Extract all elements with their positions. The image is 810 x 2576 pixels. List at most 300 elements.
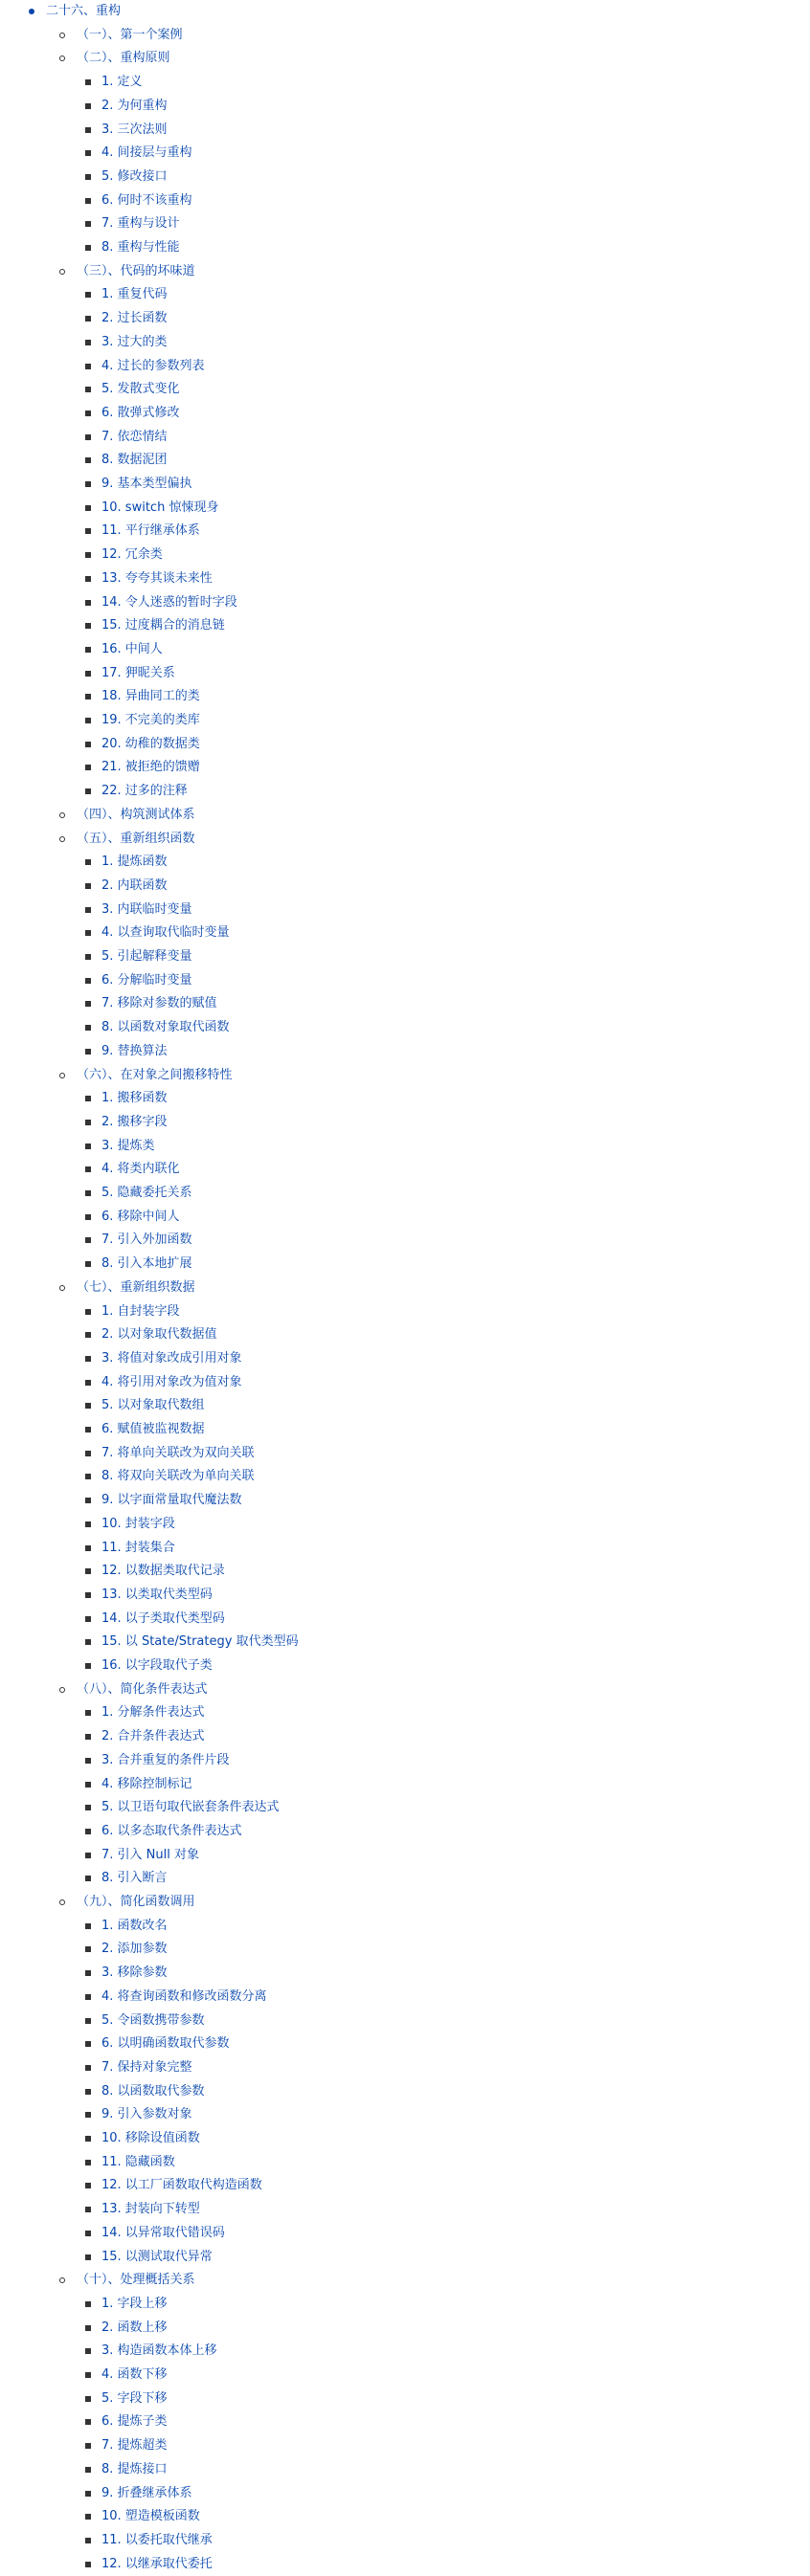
square-bullet-icon [85, 883, 91, 889]
toc-item-link-row [0, 1867, 168, 1891]
circle-bullet-icon [59, 33, 65, 38]
toc-item-link-row [0, 1418, 205, 1442]
square-bullet-icon [85, 930, 91, 936]
square-bullet-icon [85, 2562, 91, 2567]
toc-section-link[interactable]: （七）、重新组织数据 [77, 1279, 195, 1295]
toc-section-link[interactable]: （九）、简化函数调用 [77, 1895, 195, 1909]
toc-item-link[interactable]: 15. 以 State/Strategy 取代类型码 [101, 1634, 299, 1650]
toc-item-link-row [0, 1206, 180, 1230]
toc-item-link-row [0, 355, 205, 379]
circle-bullet-icon [59, 1687, 65, 1693]
square-bullet-icon [85, 79, 91, 85]
toc-item-link[interactable]: 14. 以子类取代类型码 [101, 1610, 225, 1626]
toc-item-link[interactable]: 4. 函数下移 [101, 2367, 168, 2382]
toc-section-link[interactable]: （四）、构筑测试体系 [77, 807, 195, 822]
toc-item-link[interactable]: 11. 以委托取代继承 [101, 2532, 213, 2547]
toc-item-link[interactable]: 1. 函数改名 [101, 1918, 168, 1933]
toc-item-link-row [0, 1537, 175, 1561]
square-bullet-icon [85, 364, 91, 369]
toc-item-link-row [0, 1560, 225, 1584]
toc-section-link[interactable]: （六）、在对象之间搬移特性 [77, 1067, 233, 1082]
toc-item-link-row [0, 2010, 205, 2033]
toc-item-link[interactable]: 2. 添加参数 [101, 1942, 168, 1957]
toc-item-link[interactable]: 4. 以查询取代临时变量 [101, 925, 230, 941]
toc-item-link-row [0, 1465, 255, 1489]
square-bullet-icon [85, 694, 91, 700]
square-bullet-icon [85, 1427, 91, 1432]
toc-item-link-row [0, 1915, 168, 1939]
toc-item-link-row [0, 1701, 205, 1725]
toc-item-link[interactable]: 6. 赋值被监视数据 [101, 1422, 205, 1436]
toc-item-link[interactable]: 7. 依恋情结 [101, 429, 168, 444]
square-bullet-icon [85, 2018, 91, 2024]
toc-item-link-row [0, 1158, 180, 1182]
toc-item-link-row [0, 2056, 192, 2080]
toc-item-link[interactable]: 1. 字段上移 [101, 2296, 168, 2311]
square-bullet-icon [85, 316, 91, 322]
toc-item-link-row [0, 1300, 180, 1324]
square-bullet-icon [85, 788, 91, 794]
toc-item-link[interactable]: 8. 引入断言 [101, 1871, 168, 1886]
toc-section-link-row [0, 47, 170, 71]
toc-item-link[interactable]: 3. 内联临时变量 [101, 901, 192, 917]
toc-item-link[interactable]: 10. 封装字段 [101, 1516, 175, 1531]
toc-item-link[interactable]: 15. 以测试取代异常 [101, 2249, 213, 2264]
square-bullet-icon [85, 765, 91, 770]
toc-item-link[interactable]: 5. 修改接口 [101, 168, 168, 184]
square-bullet-icon [85, 2538, 91, 2543]
square-bullet-icon [85, 1332, 91, 1338]
square-bullet-icon [85, 1758, 91, 1764]
toc-item-link[interactable]: 4. 将类内联化 [101, 1162, 180, 1177]
toc-item-link[interactable]: 1. 自封装字段 [101, 1303, 180, 1319]
toc-item-link-row [0, 1962, 168, 1986]
toc-item-link[interactable]: 8. 引入本地扩展 [101, 1256, 192, 1272]
toc-item-link[interactable]: 7. 将单向关联改为双向关联 [101, 1445, 255, 1460]
square-bullet-icon [85, 1025, 91, 1031]
toc-item-link[interactable]: 7. 提炼超类 [101, 2438, 168, 2454]
toc-item-link[interactable]: 6. 移除中间人 [101, 1209, 180, 1224]
toc-item-link-row [0, 378, 180, 402]
toc-item-link[interactable]: 4. 移除控制标记 [101, 1776, 192, 1791]
toc-item-link[interactable]: 11. 封装集合 [101, 1540, 175, 1555]
square-bullet-icon [85, 1190, 91, 1196]
square-bullet-icon [85, 1380, 91, 1386]
toc-item-link[interactable]: 6. 何时不该重构 [101, 192, 192, 208]
toc-title-link-row [0, 0, 121, 24]
toc-item-link-row [0, 875, 168, 899]
square-bullet-icon [85, 1403, 91, 1409]
square-bullet-icon [85, 103, 91, 109]
toc-item-link[interactable]: 13. 夸夸其谈未来性 [101, 570, 213, 586]
toc-item-link-row [0, 1182, 192, 1206]
toc-item-link-row [0, 851, 168, 875]
square-bullet-icon [85, 647, 91, 653]
square-bullet-icon [85, 1096, 91, 1101]
toc-item-link-row [0, 1442, 255, 1466]
toc-item-link-row [0, 685, 200, 709]
toc-item-link[interactable]: 22. 过多的注释 [101, 784, 188, 799]
toc-section-link-row [0, 828, 195, 852]
toc-item-link-row [0, 212, 180, 236]
square-bullet-icon [85, 481, 91, 487]
toc-item-link[interactable]: 9. 引入参数对象 [101, 2107, 192, 2122]
square-bullet-icon [85, 2348, 91, 2354]
toc-item-link-row [0, 2434, 168, 2458]
toc-item-link-row [0, 1229, 192, 1253]
toc-item-link[interactable]: 12. 冗余类 [101, 547, 163, 563]
toc-item-link[interactable]: 4. 将引用对象改为值对象 [101, 1374, 242, 1389]
square-bullet-icon [85, 1734, 91, 1740]
square-bullet-icon [85, 623, 91, 629]
toc-item-link[interactable]: 13. 以类取代类型码 [101, 1587, 213, 1602]
toc-item-link[interactable]: 3. 三次法则 [101, 122, 168, 137]
circle-bullet-icon [59, 1285, 65, 1291]
toc-item-link[interactable]: 4. 间接层与重构 [101, 145, 192, 161]
toc-item-link[interactable]: 5. 令函数携带参数 [101, 2012, 205, 2028]
square-bullet-icon [85, 457, 91, 463]
toc-item-link[interactable]: 1. 提炼函数 [101, 855, 168, 870]
toc-item-link-row [0, 2293, 168, 2317]
toc-item-link[interactable]: 16. 中间人 [101, 641, 163, 656]
toc-item-link-row [0, 1844, 199, 1868]
toc-item-link-row [0, 662, 175, 686]
toc-section-link[interactable]: （三）、代码的坏味道 [77, 263, 195, 278]
circle-bullet-icon [59, 56, 65, 61]
toc-section-link-row [0, 24, 183, 48]
toc-item-link-row [0, 2410, 168, 2434]
square-bullet-icon [85, 907, 91, 913]
toc-item-link[interactable]: 7. 移除对参数的赋值 [101, 996, 217, 1011]
toc-item-link[interactable]: 15. 过度耦合的消息链 [101, 618, 225, 633]
toc-item-link[interactable]: 9. 替换算法 [101, 1043, 168, 1058]
square-bullet-icon [85, 1876, 91, 1881]
toc-item-link-row [0, 2151, 175, 2175]
square-bullet-icon [85, 1498, 91, 1503]
toc-item-link-row [0, 780, 188, 804]
square-bullet-icon [85, 198, 91, 204]
toc-item-link[interactable]: 5. 发散式变化 [101, 382, 180, 397]
toc-item-link[interactable]: 9. 折叠继承体系 [101, 2485, 192, 2500]
square-bullet-icon [85, 505, 91, 511]
square-bullet-icon [85, 245, 91, 251]
square-bullet-icon [85, 1616, 91, 1622]
toc-item-link[interactable]: 3. 过大的类 [101, 334, 168, 349]
toc-item-link-row [0, 2364, 168, 2387]
toc-section-link-row [0, 1277, 195, 1300]
toc-item-link[interactable]: 12. 以继承取代委托 [101, 2556, 213, 2571]
square-bullet-icon [85, 859, 91, 865]
toc-item-link[interactable]: 3. 提炼类 [101, 1138, 155, 1153]
square-bullet-icon [85, 127, 91, 133]
toc-item-link-row [0, 520, 200, 544]
toc-item-link[interactable]: 7. 重构与设计 [101, 216, 180, 232]
square-bullet-icon [85, 1970, 91, 1976]
square-bullet-icon [85, 954, 91, 960]
square-bullet-icon [85, 1474, 91, 1479]
square-bullet-icon [85, 2514, 91, 2520]
toc-item-link[interactable]: 6. 提炼子类 [101, 2414, 168, 2430]
toc-item-link[interactable]: 10. 塑造模板函数 [101, 2509, 200, 2524]
toc-item-link-row [0, 591, 237, 615]
toc-item-link[interactable]: 14. 令人迷惑的暂时字段 [101, 594, 237, 610]
toc-item-link[interactable]: 6. 以多态取代条件表达式 [101, 1823, 242, 1838]
toc-item-link[interactable]: 21. 被拒绝的馈赠 [101, 760, 200, 775]
toc-item-link[interactable]: 5. 隐藏委托关系 [101, 1186, 192, 1200]
toc-item-link-row [0, 2174, 262, 2198]
square-bullet-icon [85, 1805, 91, 1810]
toc-item-link[interactable]: 6. 分解临时变量 [101, 972, 192, 988]
square-bullet-icon [85, 1663, 91, 1669]
toc-title-link[interactable]: 二十六、重构 [46, 4, 122, 18]
toc-item-link[interactable]: 10. 移除设值函数 [101, 2131, 200, 2145]
circle-bullet-icon [59, 1073, 65, 1078]
toc-section-link[interactable]: （二）、重构原则 [77, 51, 170, 66]
toc-item-link-row [0, 1111, 168, 1135]
toc-item-link-row [0, 733, 200, 757]
toc-item-link[interactable]: 20. 幼稚的数据类 [101, 736, 200, 751]
toc-section-link[interactable]: （十）、处理概括关系 [77, 2273, 195, 2288]
toc-item-link-row [0, 283, 168, 307]
toc-item-link[interactable]: 18. 异曲同工的类 [101, 689, 200, 704]
toc-item-link[interactable]: 1. 定义 [101, 75, 143, 90]
toc-item-link[interactable]: 6. 以明确函数取代参数 [101, 2036, 230, 2052]
square-bullet-icon [85, 1001, 91, 1007]
toc-item-link-row [0, 567, 213, 591]
square-bullet-icon [85, 600, 91, 606]
toc-item-link-row [0, 945, 192, 969]
square-bullet-icon [85, 387, 91, 392]
toc-item-link[interactable]: 3. 将值对象改成引用对象 [101, 1350, 242, 1366]
toc-item-link[interactable]: 17. 狎昵关系 [101, 665, 175, 680]
toc-item-link-row [0, 2080, 205, 2104]
toc-item-link[interactable]: 2. 过长函数 [101, 311, 168, 326]
toc-item-link[interactable]: 7. 引入外加函数 [101, 1232, 192, 1248]
square-bullet-icon [85, 552, 91, 558]
toc-item-link-row [0, 331, 168, 355]
toc-item-link-row [0, 899, 192, 922]
toc-section-link-row [0, 1891, 195, 1915]
circle-bullet-icon [59, 269, 65, 275]
circle-bullet-icon [59, 812, 65, 818]
disc-bullet-icon [29, 9, 34, 14]
toc-item-link-row [0, 1608, 225, 1632]
toc-item-link-row [0, 2505, 200, 2529]
square-bullet-icon [85, 2183, 91, 2188]
square-bullet-icon [85, 528, 91, 534]
square-bullet-icon [85, 434, 91, 440]
toc-item-link-row [0, 166, 168, 189]
toc-item-link-row [0, 2127, 200, 2151]
square-bullet-icon [85, 2112, 91, 2118]
toc-item-link[interactable]: 16. 以字段取代子类 [101, 1658, 213, 1673]
square-bullet-icon [85, 2419, 91, 2425]
toc-item-link-row [0, 2482, 192, 2506]
toc-item-link[interactable]: 1. 分解条件表达式 [101, 1705, 205, 1721]
toc-item-link-row [0, 1654, 213, 1678]
toc-item-link-row [0, 142, 192, 166]
toc-item-link[interactable]: 11. 平行继承体系 [101, 523, 200, 539]
toc-item-link-row [0, 2246, 213, 2270]
toc-item-link-row [0, 1347, 242, 1371]
toc-item-link-row [0, 2387, 168, 2411]
toc-item-link-row [0, 1796, 280, 1820]
toc-item-link[interactable]: 2. 搬移字段 [101, 1114, 168, 1129]
square-bullet-icon [85, 742, 91, 747]
toc-item-link-row [0, 1371, 242, 1395]
toc-item-link-row [0, 1938, 168, 1962]
square-bullet-icon [85, 2491, 91, 2497]
toc-section-link[interactable]: （八）、简化条件表达式 [77, 1681, 208, 1697]
toc-item-link[interactable]: 10. switch 惊悚现身 [101, 500, 219, 515]
square-bullet-icon [85, 221, 91, 227]
toc-section-link[interactable]: （五）、重新组织函数 [77, 831, 195, 846]
toc-item-link[interactable]: 5. 引起解释变量 [101, 949, 192, 964]
toc-item-link-row [0, 2222, 225, 2246]
toc-item-link[interactable]: 4. 过长的参数列表 [101, 358, 205, 373]
toc-item-link-row [0, 473, 192, 497]
square-bullet-icon [85, 1261, 91, 1267]
toc-item-link[interactable]: 4. 将查询函数和修改函数分离 [101, 1988, 267, 2004]
circle-bullet-icon [59, 2277, 65, 2283]
toc-item-link[interactable]: 6. 散弹式修改 [101, 405, 180, 420]
square-bullet-icon [85, 1853, 91, 1858]
square-bullet-icon [85, 340, 91, 345]
toc-item-link-row [0, 2103, 192, 2127]
square-bullet-icon [85, 1710, 91, 1716]
square-bullet-icon [85, 1782, 91, 1788]
toc-item-link-row [0, 1040, 168, 1064]
toc-item-link[interactable]: 5. 以卫语句取代嵌套条件表达式 [101, 1800, 280, 1815]
toc-item-link[interactable]: 19. 不完美的类库 [101, 713, 200, 727]
toc-item-link-row [0, 1323, 217, 1347]
toc-item-link-row [0, 449, 168, 473]
toc-item-link-row [0, 426, 168, 450]
toc-item-link-row [0, 1631, 299, 1654]
toc-item-link[interactable]: 13. 封装向下转型 [101, 2202, 200, 2217]
toc-item-link[interactable]: 2. 为何重构 [101, 98, 168, 113]
toc-item-link-row [0, 992, 217, 1016]
square-bullet-icon [85, 671, 91, 677]
square-bullet-icon [85, 1521, 91, 1527]
toc-item-link-row [0, 1986, 267, 2010]
toc-item-link[interactable]: 2. 合并条件表达式 [101, 1729, 205, 1744]
toc-item-link[interactable]: 3. 构造函数本体上移 [101, 2343, 217, 2359]
toc-section-link-row [0, 2269, 195, 2293]
toc-item-link[interactable]: 8. 以函数取代参数 [101, 2083, 205, 2099]
toc-item-link[interactable]: 11. 隐藏函数 [101, 2154, 175, 2169]
square-bullet-icon [85, 1309, 91, 1315]
square-bullet-icon [85, 2065, 91, 2071]
circle-bullet-icon [59, 1899, 65, 1905]
square-bullet-icon [85, 2231, 91, 2236]
toc-item-link[interactable]: 3. 移除参数 [101, 1965, 168, 1981]
toc-item-link-row [0, 922, 230, 945]
toc-item-link[interactable]: 14. 以异常取代错误码 [101, 2225, 225, 2240]
toc-item-link-row [0, 95, 168, 119]
toc-item-link[interactable]: 8. 将双向关联改为单向关联 [101, 1469, 255, 1484]
toc-item-link-row [0, 2032, 230, 2056]
square-bullet-icon [85, 2160, 91, 2165]
toc-item-link[interactable]: 5. 字段下移 [101, 2390, 168, 2406]
toc-item-link[interactable]: 2. 函数上移 [101, 2320, 168, 2335]
toc-section-link[interactable]: （一）、第一个案例 [77, 27, 183, 42]
square-bullet-icon [85, 150, 91, 156]
toc-item-link[interactable]: 12. 以数据类取代记录 [101, 1564, 225, 1579]
square-bullet-icon [85, 1639, 91, 1645]
toc-item-link-row [0, 307, 168, 331]
toc-item-link[interactable]: 12. 以工厂函数取代构造函数 [101, 2178, 262, 2193]
square-bullet-icon [85, 1829, 91, 1834]
toc-item-link-row [0, 2458, 168, 2482]
square-bullet-icon [85, 718, 91, 723]
square-bullet-icon [85, 1049, 91, 1055]
toc-item-link[interactable]: 8. 数据泥团 [101, 453, 168, 468]
toc-item-link-row [0, 544, 163, 567]
square-bullet-icon [85, 1214, 91, 1220]
toc-item-link-row [0, 1725, 205, 1749]
square-bullet-icon [85, 1923, 91, 1929]
toc-item-link[interactable]: 3. 合并重复的条件片段 [101, 1752, 230, 1767]
toc-item-link-row [0, 189, 192, 213]
toc-item-link[interactable]: 8. 以函数对象取代函数 [101, 1020, 230, 1035]
toc-section-link-row [0, 1064, 233, 1088]
toc-item-link-row [0, 2553, 213, 2576]
toc-item-link-row [0, 1820, 242, 1844]
toc-item-link-row [0, 1513, 175, 1537]
toc-item-link[interactable]: 2. 内联函数 [101, 877, 168, 893]
square-bullet-icon [85, 411, 91, 416]
toc-item-link-row [0, 1489, 242, 1513]
square-bullet-icon [85, 1946, 91, 1952]
toc-item-link-row [0, 1087, 168, 1111]
toc-item-link-row [0, 497, 218, 521]
toc-item-link[interactable]: 2. 以对象取代数据值 [101, 1327, 217, 1343]
toc-section-link-row [0, 1678, 208, 1702]
toc-item-link[interactable]: 1. 搬移函数 [101, 1091, 168, 1106]
square-bullet-icon [85, 2396, 91, 2402]
square-bullet-icon [85, 1237, 91, 1243]
toc-item-link[interactable]: 9. 基本类型偏执 [101, 477, 192, 491]
toc-item-link-row [0, 1135, 155, 1159]
square-bullet-icon [85, 2325, 91, 2331]
toc-item-link-row [0, 756, 200, 780]
square-bullet-icon [85, 1592, 91, 1598]
square-bullet-icon [85, 978, 91, 984]
toc-item-link[interactable]: 7. 保持对象完整 [101, 2059, 192, 2075]
square-bullet-icon [85, 1545, 91, 1551]
toc-item-link-row [0, 1253, 192, 1277]
toc-item-link[interactable]: 8. 提炼接口 [101, 2461, 168, 2476]
toc-item-link[interactable]: 5. 以对象取代数组 [101, 1398, 205, 1413]
toc-item-link-row [0, 236, 180, 260]
toc-item-link[interactable]: 8. 重构与性能 [101, 240, 180, 255]
square-bullet-icon [85, 2136, 91, 2142]
toc-item-link-row [0, 1394, 205, 1418]
square-bullet-icon [85, 292, 91, 298]
square-bullet-icon [85, 1451, 91, 1456]
square-bullet-icon [85, 174, 91, 180]
toc-item-link[interactable]: 1. 重复代码 [101, 287, 168, 302]
toc-item-link-row [0, 614, 225, 638]
toc-item-link-row [0, 2340, 217, 2364]
toc-section-link-row [0, 804, 195, 828]
square-bullet-icon [85, 2254, 91, 2260]
square-bullet-icon [85, 576, 91, 582]
toc-item-link[interactable]: 9. 以字面常量取代魔法数 [101, 1493, 242, 1508]
toc-item-link[interactable]: 7. 引入 Null 对象 [101, 1847, 199, 1862]
square-bullet-icon [85, 2443, 91, 2449]
